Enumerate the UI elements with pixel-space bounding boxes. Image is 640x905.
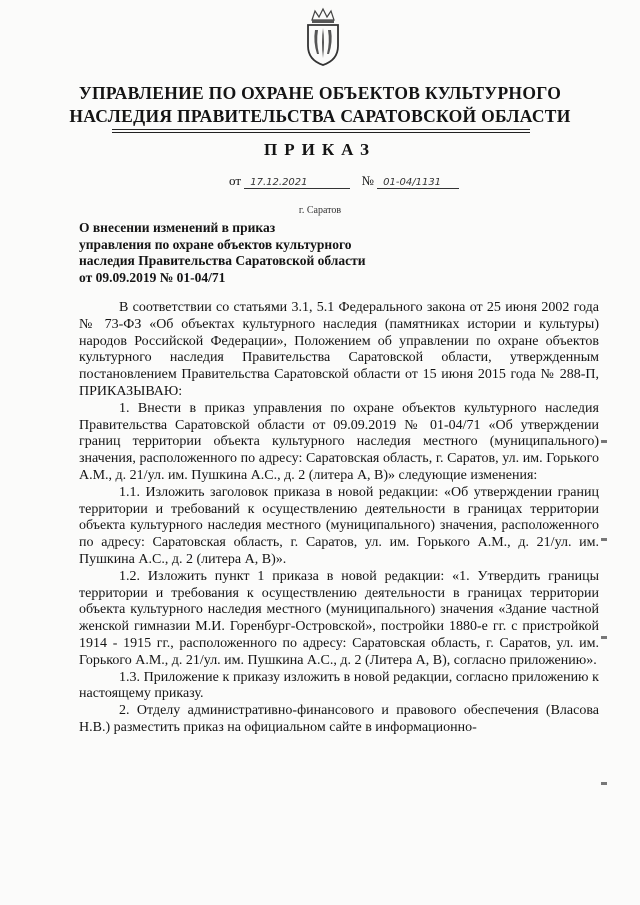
organization-name-line2: НАСЛЕДИЯ ПРАВИТЕЛЬСТВА САРАТОВСКОЙ ОБЛАСТИ [69, 106, 571, 126]
coat-of-arms-icon [302, 6, 344, 68]
paragraph-item-1-2: 1.2. Изложить пункт 1 приказа в новой редакции: «1. Утвердить границы территории и требования к осуществлению деятельности в границах территории объекта культурного наследия местного (муниципального) значения «Здание частной женской гимназии М.И. Горенбург-Островской», постройки 1880-е гг. с пристройкой 1914 - 1915 гг., расположенного по адресу: Саратовская область, г. Саратов, ул. им. Горького А.М., д. 21/ул. им. Пушкина А.С., д. 2 (Литера А, В), согласно приложению». [79, 568, 599, 668]
scan-margin-mark [601, 782, 607, 785]
paragraph-item-1-1: 1.1. Изложить заголовок приказа в новой редакции: «Об утверждении границ территории и требований к осуществлению деятельности в границах территории объекта культурного наследия местного (муниципального) значения, расположенного по адресу: Саратовская область, г. Саратов, ул. им. Горького А.М., д. 21/ул. им. Пушкина А.С., д. 2 (литера А, В)». [79, 484, 599, 567]
subject-line2: управления по охране объектов культурного [79, 236, 352, 252]
date-label: от [229, 173, 242, 188]
subject-line3: наследия Правительства Саратовской области [79, 253, 366, 268]
header-rule [112, 129, 530, 130]
organization-header [60, 82, 580, 128]
subject-line4: от 09.09.2019 № 01-04/71 [79, 269, 226, 285]
order-date: 17.12.2021 [244, 177, 350, 189]
order-title: ПРИКАЗ [264, 140, 376, 159]
order-city: г. Саратов [298, 205, 342, 216]
paragraph-item-1: 1. Внести в приказ управления по охране объектов культурного наследия Правительства Саратовской области от 09.09.2019 № 01-04/71 «Об утверждении границ территории объекта культурного наследия местного (муниципального) значения, расположенного по адресу: Саратовская область, г. Саратов, ул. им. Горького А.М., д. 21/ул. им. Пушкина А.С., д. 2 (литера А, В)» следующие изменения: [79, 400, 599, 483]
order-number: 01-04/1131 [377, 177, 459, 189]
scan-margin-mark [601, 440, 607, 443]
order-subject [79, 220, 439, 286]
paragraph-item-1-3: 1.3. Приложение к приказу изложить в новой редакции, согласно приложению к настоящему приказу. [79, 669, 599, 702]
subject-line1: О внесении изменений в приказ [79, 220, 276, 235]
paragraph-preamble: В соответствии со статьями 3.1, 5.1 Федерального закона от 25 июня 2002 года № 73-ФЗ «Об объектах культурного наследия (памятниках истории и культуры) народов Российской Федерации», Положением об управлении по охране объектов культурного наследия Правительства Саратовской области, утвержденным постановлением Правительства Саратовской области от 15 июня 2015 года № 288-П, ПРИКАЗЫВАЮ: [79, 300, 599, 399]
header-rule-secondary [112, 132, 530, 133]
scan-margin-mark [601, 538, 607, 541]
order-body [79, 300, 599, 737]
paragraph-item-2: 2. Отделу административно-финансового и правового обеспечения (Власова Н.В.) разместить приказ на официальном сайте в информационно- [79, 703, 599, 735]
scan-margin-mark [601, 636, 607, 639]
number-label: № [361, 173, 374, 188]
organization-name-line1: УПРАВЛЕНИЕ ПО ОХРАНЕ ОБЪЕКТОВ КУЛЬТУРНОГО [78, 83, 562, 103]
order-date-number [229, 173, 459, 189]
